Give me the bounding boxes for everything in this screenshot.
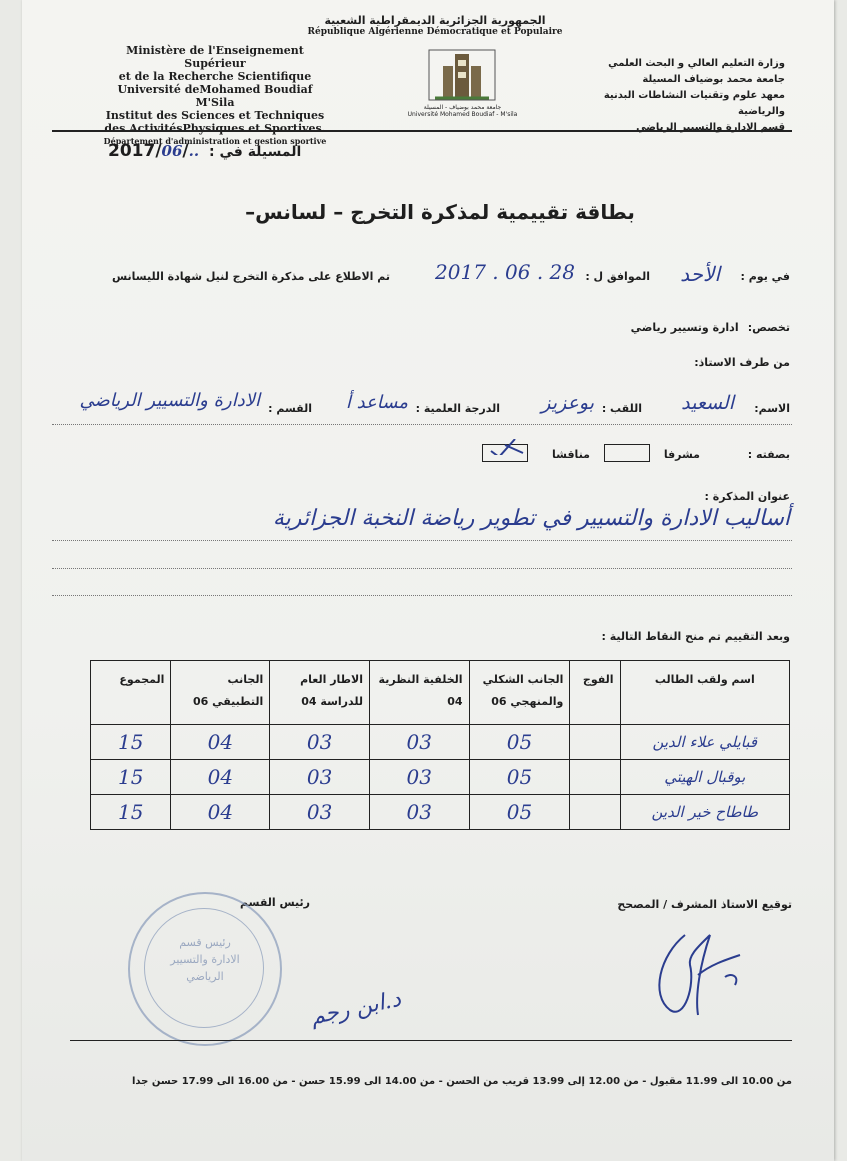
specialty-value: ادارة وتسيير رياضي (630, 321, 739, 334)
republic-ar: الجمهورية الجزائرية الديمقراطية الشعبية (324, 14, 546, 27)
table-row (91, 760, 790, 795)
score-theory: 03 (370, 725, 470, 760)
dept-value: الادارة والتسيير الرياضي (79, 390, 260, 411)
dotted-rule (52, 568, 792, 569)
checkbox-supervisor[interactable] (604, 444, 650, 462)
header-fr-block (100, 44, 330, 148)
score-practical: 04 (171, 760, 270, 795)
head-of-dept-signature: د.ابن رجم (308, 986, 404, 1031)
stamp-text (130, 934, 280, 985)
student-group (570, 795, 620, 830)
professor-line (52, 390, 790, 420)
page-title: بطاقة تقييمية لمذكرة التخرج – لسانس– (245, 200, 635, 224)
score-total: 15 (91, 725, 171, 760)
table-row (91, 725, 790, 760)
supervisor-signature-label: توقيع الاستاذ المشرف / المصحح (617, 898, 792, 911)
dept-label: القسم : (268, 402, 312, 415)
specialty-label: تخصص: (747, 321, 790, 334)
role-label: بصفته : (747, 448, 790, 461)
grading-intro: وبعد التقييم تم منح النقاط التالية : (601, 630, 790, 643)
date-day: .. (188, 142, 200, 160)
grades-table (90, 660, 790, 830)
corresp-label: الموافق ل : (585, 270, 650, 283)
checkbox-examiner[interactable] (482, 444, 528, 462)
dotted-rule (52, 424, 792, 425)
header-divider (52, 130, 792, 132)
header-group: الفوج (570, 661, 620, 725)
footer-divider (70, 1040, 792, 1041)
fr-line: Ministère de l'Enseignement Supérieur (126, 44, 304, 70)
head-of-dept-label: رئيس القسم (240, 896, 310, 909)
fr-line: des ActivitésPhysiques et Sportives. (104, 122, 326, 135)
by-prof-label: من طرف الاستاذ: (694, 356, 790, 369)
review-text: تم الاطلاع على مذكرة التخرج لنيل شهادة الليسانس (111, 270, 390, 283)
score-form-method: 05 (469, 725, 570, 760)
header-total: المجموع (91, 661, 171, 725)
date-line: 2017/06/.. المسيلة في : (108, 141, 302, 161)
table-row (91, 795, 790, 830)
dotted-rule (52, 595, 792, 596)
fr-line: Institut des Sciences et Techniques (105, 109, 325, 122)
header-ar-block (580, 56, 785, 136)
score-total: 15 (91, 795, 171, 830)
logo-caption-fr: Université Mohamed Boudiaf - M'sila (407, 111, 518, 118)
header-practical: الجانب التطبيقي 06 (171, 661, 270, 725)
check-mark-icon (483, 439, 527, 455)
table-header-row (91, 661, 790, 725)
thesis-label: عنوان المذكرة : (704, 490, 790, 503)
ar-line: معهد علوم وتقنيات النشاطات البدنية والرياضية (603, 90, 785, 117)
republic-fr: République Algérienne Démocratique et Populaire (307, 27, 563, 37)
score-form-method: 05 (469, 760, 570, 795)
grading-scale-footer: من 10.00 الى 11.99 مقبول - من 12.00 إلى 13.99 قريب من الحسن - من 14.00 الى 15.99 حسن - من 16.00 الى 17.99 حسن جدا (131, 1076, 792, 1087)
header-theory: الخلفية النظرية 04 (370, 661, 470, 725)
department-stamp (128, 892, 282, 1046)
score-form-method: 05 (469, 795, 570, 830)
name-value: السعيد (681, 392, 734, 414)
date-month: 06 (161, 142, 183, 160)
score-framework: 03 (270, 760, 370, 795)
role-supervisor: مشرفا (663, 448, 700, 461)
date-year: 2017 (108, 141, 156, 161)
surname-label: اللقب : (601, 402, 642, 415)
thesis-value: أساليب الادارة والتسيير في تطوير رياضة النخبة الجزائرية (272, 506, 790, 531)
fr-line: Département d'administration et gestion sportive (103, 136, 327, 146)
day-value: الأحد (680, 262, 720, 286)
score-theory: 03 (370, 795, 470, 830)
header-student-name: اسم ولقب الطالب (620, 661, 789, 725)
stamp-line: الرياضي (186, 970, 224, 983)
day-label: في يوم : (740, 270, 790, 283)
ar-line: جامعة محمد بوضياف المسيلة (642, 74, 785, 85)
role-examiner: مناقشا (552, 448, 590, 461)
score-total: 15 (91, 760, 171, 795)
fr-line: Université deMohamed Boudiaf M'Sila (117, 83, 313, 109)
score-practical: 04 (171, 725, 270, 760)
degree-value: مساعد أ (345, 392, 408, 413)
student-name: بوقبال الهيتي (620, 760, 789, 795)
header-framework: الاطار العام للدراسة 04 (270, 661, 370, 725)
student-group (570, 760, 620, 795)
ar-line: وزارة التعليم العالي و البحث العلمي (608, 58, 785, 69)
dotted-rule (52, 540, 792, 541)
score-theory: 03 (370, 760, 470, 795)
fr-line: et de la Recherche Scientifique (118, 70, 312, 83)
logo-caption (395, 104, 530, 118)
degree-label: الدرجة العلمية : (415, 402, 500, 415)
student-name: قبايلي علاء الدين (620, 725, 789, 760)
supervisor-signature (640, 915, 760, 1025)
score-framework: 03 (270, 795, 370, 830)
date-label: المسيلة في : (209, 144, 302, 160)
role-line (420, 440, 790, 464)
header-form-method: الجانب الشكلي والمنهجي 06 (469, 661, 570, 725)
score-framework: 03 (270, 725, 370, 760)
specialty-line (500, 316, 790, 335)
stamp-line: رئيس قسم (179, 936, 231, 949)
ar-line: قسم الادارة والتسيير الرياضي (636, 122, 785, 133)
stamp-line: الادارة والتسيير (170, 953, 240, 966)
university-logo (425, 46, 499, 104)
student-name: طاطاح خير الدين (620, 795, 789, 830)
corresp-value: 2017 . 06 . 28 (435, 260, 575, 284)
review-line (110, 262, 790, 290)
republic-header (290, 14, 580, 37)
student-group (570, 725, 620, 760)
logo-caption-ar: جامعة محمد بوضياف - المسيلة (423, 104, 502, 111)
surname-value: بوعزيز (541, 392, 594, 414)
score-practical: 04 (171, 795, 270, 830)
name-label: الاسم: (754, 402, 790, 415)
